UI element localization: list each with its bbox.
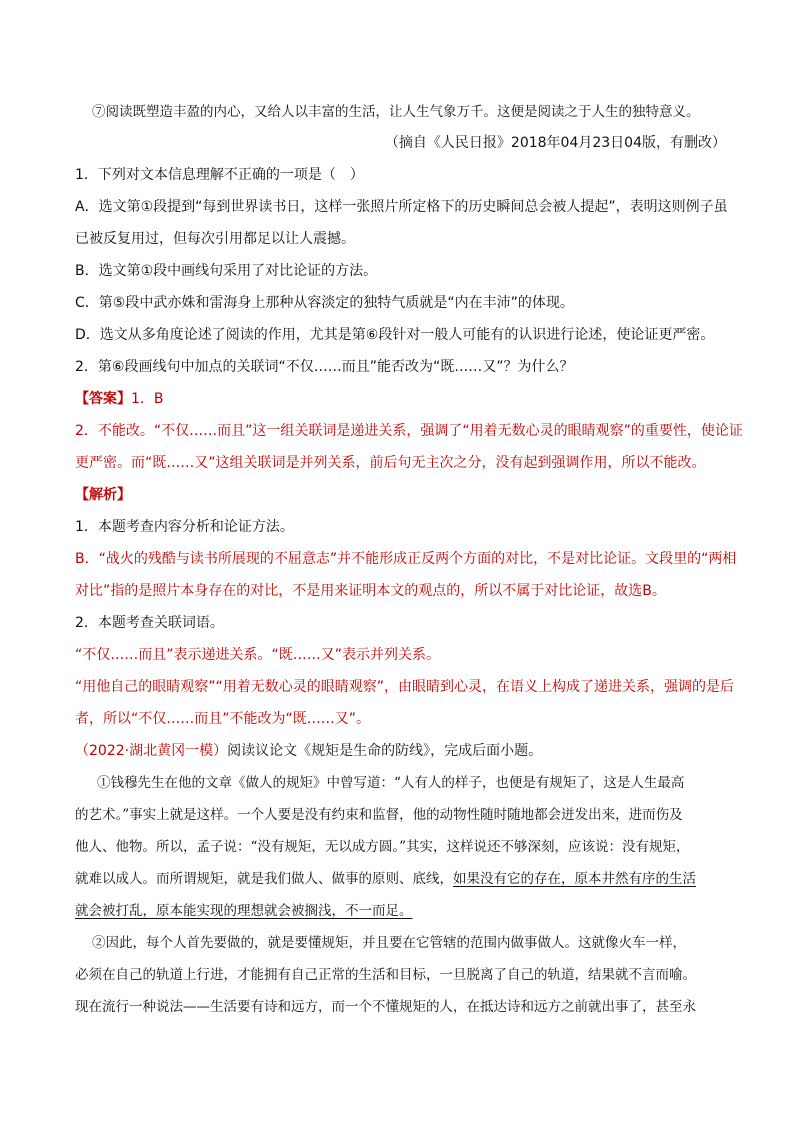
analysis-2-line-3: 者，所以“不仅……而且”不能改为“既……又”。	[75, 711, 371, 727]
analysis-1-line-2: 对比”指的是照片本身存在的对比，不是用来证明本文的观点的，所以不属于对比论证，故选B。	[75, 583, 666, 599]
option-d: D．选文从多角度论述了阅读的作用，尤其是第⑥段针对一般人可能有的认识进行论述，使论证更严密。	[75, 327, 715, 343]
analysis-label: 【解析】	[75, 487, 131, 503]
source-citation: （摘自《人民日报》2018年04月23日04版，有删改）	[384, 135, 726, 151]
question-1: 1．下列对文本信息理解不正确的一项是（ ）	[75, 167, 364, 183]
np1-line-4-plain: 就难以成人。而所谓规矩，就是我们做人、做事的原则、底线，	[75, 871, 453, 887]
np1-line-2: 的艺术。”事实上就是这样。一个人要是没有约束和监督，他的动物性随时随地都会迸发出来，进而伤及	[75, 807, 683, 823]
np1-line-1: ①钱穆先生在他的文章《做人的规矩》中曾写道：“人有人的样子，也便是有规矩了，这是人生最高	[97, 775, 685, 791]
answer-1: 1．B	[131, 391, 164, 407]
question-2: 2．第⑥段画线句中加点的关联词“不仅……而且”能否改为“既……又”？为什么？	[75, 359, 574, 375]
answer-label: 【答案】	[75, 391, 131, 407]
np2-line-2: 必须在自己的轨道上行进，才能拥有自己正常的生活和目标，一旦脱离了自己的轨道，结果就不言而喻。	[75, 967, 696, 983]
np1-line-3: 他人、他物。所以，孟子说：“没有规矩，无以成方圆。”其实，这样说还不够深刻，应该说：没有规矩，	[75, 839, 690, 855]
np2-line-3: 现在流行一种说法——生活要有诗和远方，而一个不懂规矩的人，在抵达诗和远方之前就出事了，甚至永	[75, 999, 696, 1015]
answer-2-line-2: 更严密。而“既……又”这组关联词是并列关系，前后句无主次之分，没有起到强调作用，所以不能改。	[75, 455, 706, 471]
option-a-cont: 已被反复用过，但每次引用都足以让人震撼。	[75, 231, 355, 247]
analysis-2-line-2: “用他自己的眼睛观察”“用着无数心灵的眼睛观察”，由眼睛到心灵，在语义上构成了递进关系，强调的是后	[75, 679, 735, 695]
analysis-2-line-1: “不仅……而且”表示递进关系。“既……又”表示并列关系。	[75, 647, 441, 663]
answer-2-line-1: 2．不能改。“不仅……而且”这一组关联词是递进关系，强调了“用着无数心灵的眼睛观察”的重要性，使论证	[75, 423, 743, 439]
answer-line-1	[75, 389, 164, 409]
option-a: A．选文第①段提到“每到世界读书日，这样一张照片所定格下的历史瞬间总会被人提起”，表明这则例子虽	[75, 199, 728, 215]
analysis-1-line-1: B．“战火的残酷与读书所展现的不屈意志”并不能形成正反两个方面的对比，不是对比论证。文段里的“两相	[75, 551, 737, 567]
np1-line-5-underlined: 就会被打乱，原本能实现的理想就会被搁浅，不一而足。	[75, 903, 413, 919]
paragraph-7: ⑦阅读既塑造丰盈的内心，又给人以丰富的生活，让人生气象万千。这便是阅读之于人生的独特意义。	[92, 104, 700, 120]
next-question-intro	[75, 741, 542, 761]
next-source: （2022·湖北黄冈一模）	[75, 743, 228, 759]
np2-line-1: ②因此，每个人首先要做的，就是要懂规矩，并且要在它管辖的范围内做事做人。这就像火车一样，	[92, 935, 686, 951]
option-c: C．第⑤段中武亦姝和雷海身上那种从容淡定的独特气质就是“内在丰沛”的体现。	[75, 295, 574, 311]
option-b: B．选文第①段中画线句采用了对比论证的方法。	[75, 263, 378, 279]
np1-line-4	[75, 869, 696, 889]
analysis-1-heading: 1．本题考查内容分析和论证方法。	[75, 519, 294, 535]
np1-underlined-sentence: 如果没有它的存在，原本井然有序的生活	[453, 871, 696, 887]
analysis-2-heading: 2．本题考查关联词语。	[75, 615, 224, 631]
next-title: 阅读议论文《规矩是生命的防线》，完成后面小题。	[227, 743, 543, 759]
